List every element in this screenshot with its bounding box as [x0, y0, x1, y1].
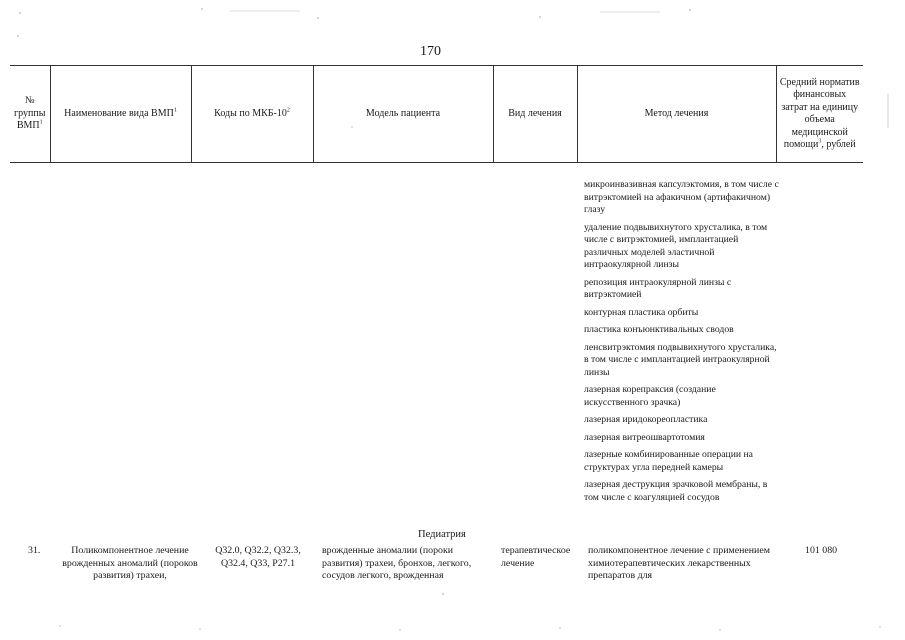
header-treatment-method: Метод лечения [577, 66, 776, 163]
method-item: ленсвитрэктомия подвывихнутого хрусталика, в том числе с имплантацией интраокулярной линзы [584, 341, 777, 378]
method-item: контурная пластика орбиты [584, 306, 699, 318]
row-31-cost: 101 080 [805, 545, 838, 556]
method-item: лазерная деструкция зрачковой мембраны, в том числе с коагуляцией сосудов [584, 479, 768, 503]
header-patient-model: Модель пациента [313, 66, 493, 163]
method-item: лазерные комбинированные операции на структурах угла передней камеры [584, 449, 753, 473]
method-item: удаление подвывихнутого хрусталика, в том числе с витрэктомией, имплантацией различных моделей эластичной интраокулярной линзы [584, 221, 768, 270]
header-row [10, 66, 863, 163]
method-item: микроинвазивная капсулэктомия, в том числе с витрэктомией на афакичном (артифакичном) глазу [584, 179, 779, 215]
header-treatment-type: Вид лечения [493, 66, 577, 163]
method-item: репозиция интраокулярной линзы с витрэктомией [584, 276, 732, 300]
header-vmp-name: Наименование вида ВМП$^1$ [50, 66, 191, 163]
row-31-method: поликомпонентное лечение с применением химиотерапевтических лекарственных препаратов для [588, 545, 770, 582]
method-item: лазерная иридокореопластика [584, 414, 708, 425]
methods-list [584, 179, 780, 509]
method-item: лазерная витреошвартотомия [584, 431, 705, 443]
row-31-model: врожденные аномалии (пороки развития) трахеи, бронхов, легкого, сосудов легкого, врожденная [322, 545, 472, 582]
row-31-type: терапевтическое лечение [501, 545, 571, 569]
header-group-no: № группы ВМП$^1$ [10, 66, 50, 163]
section-title: Педиатрия [418, 529, 466, 540]
row-31-codes: Q32.0, Q32.2, Q32.3, Q32.4, Q33, P27.1 [215, 545, 301, 569]
row-31-group: 31. [28, 545, 41, 556]
row-31-name: Поликомпонентное лечение врожденных аномалий (пороков развития) трахеи, [62, 545, 198, 582]
header-icd-codes: Коды по МКБ-$10^2$ [191, 66, 313, 163]
header-avg-cost: Средний норматив финансовых затрат на единицу объема медицинской помощи$^3$, рублей [776, 66, 863, 163]
header-table [10, 65, 863, 163]
method-item: пластика конъюнктивальных сводов [584, 324, 734, 335]
method-item: лазерная корепраксия (создание искусственного зрачка) [584, 384, 716, 408]
page-number: 170 [420, 44, 441, 59]
